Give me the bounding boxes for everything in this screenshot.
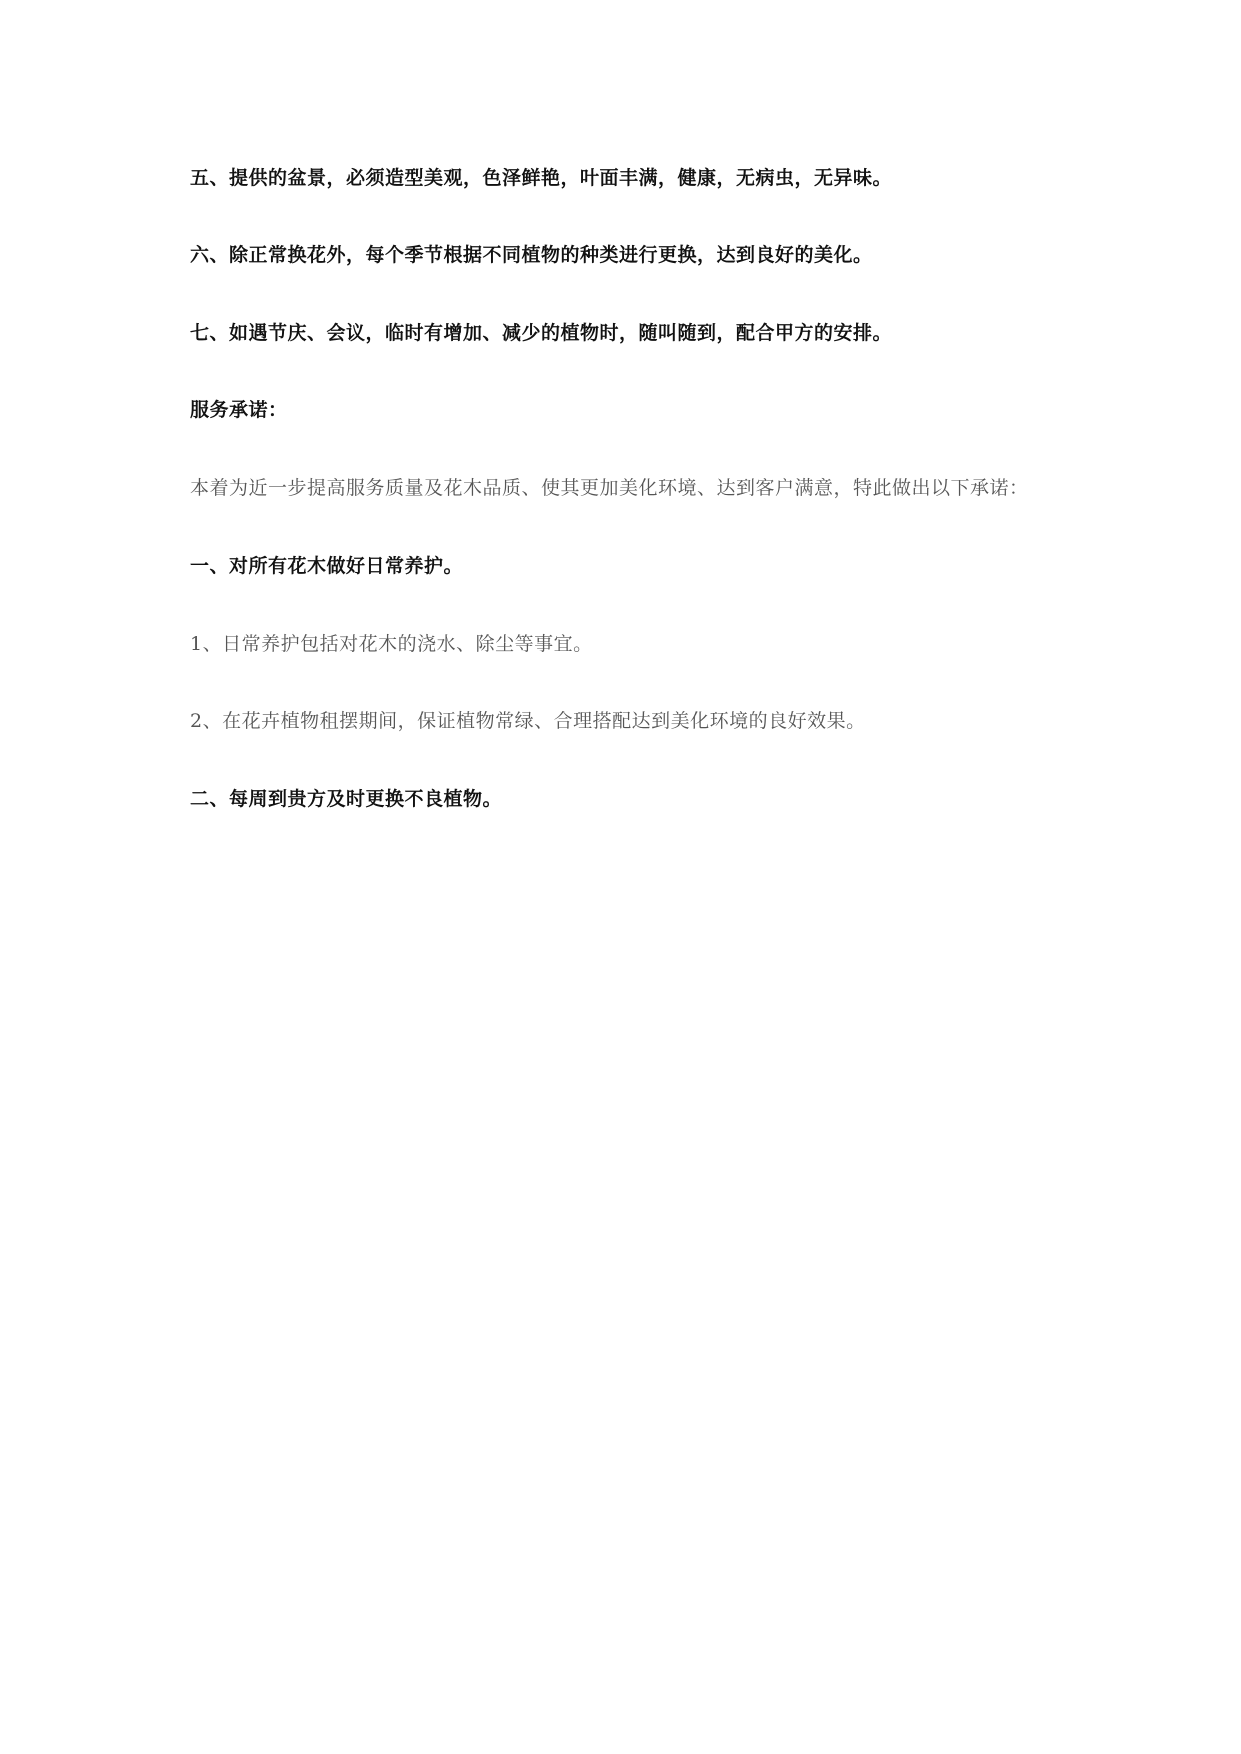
- commitment-two: 二、每周到贵方及时更换不良植物。: [190, 788, 503, 810]
- clause-six: 六、除正常换花外，每个季节根据不同植物的种类进行更换，达到良好的美化。: [190, 244, 873, 266]
- service-commitment-heading: 服务承诺：: [190, 399, 288, 421]
- commitment-one-item-1: 1、日常养护包括对花木的浇水、除尘等事宜。: [190, 633, 593, 655]
- commitment-one-item-2: 2、在花卉植物租摆期间，保证植物常绿、合理搭配达到美化环境的良好效果。: [190, 710, 866, 732]
- clause-five: 五、提供的盆景，必须造型美观，色泽鲜艳，叶面丰满，健康，无病虫，无异味。: [190, 167, 893, 189]
- clause-seven: 七、如遇节庆、会议，临时有增加、减少的植物时，随叫随到，配合甲方的安排。: [190, 322, 893, 344]
- commitment-one: 一、对所有花木做好日常养护。: [190, 555, 464, 577]
- commitment-intro: 本着为近一步提高服务质量及花木品质、使其更加美化环境、达到客户满意，特此做出以下承诺：: [190, 477, 1029, 499]
